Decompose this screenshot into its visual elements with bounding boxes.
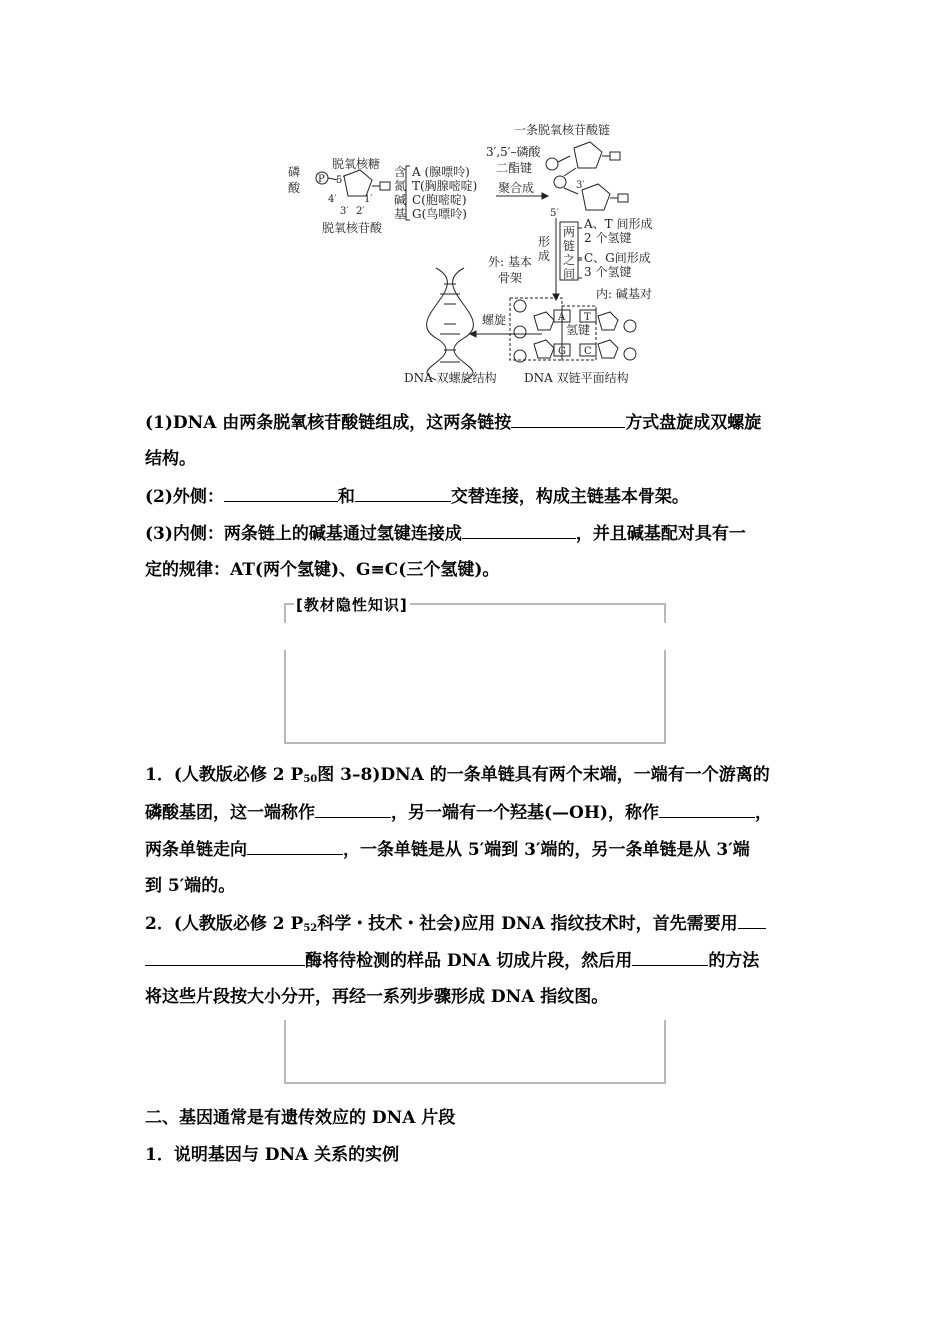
label-between-1: 两	[563, 225, 576, 239]
label-polymerize: 聚合成	[498, 181, 535, 195]
label-form-1: 形	[538, 235, 551, 249]
label-carbon-5: 5′	[336, 175, 345, 186]
label-outside-1: 外: 基本	[488, 255, 532, 269]
blank-item2a-start[interactable]	[738, 912, 766, 929]
label-base-v2: 氮	[394, 179, 407, 193]
label-phosphate-2: 酸	[288, 181, 301, 195]
item1-line2: 磷酸基团，这一端称作 ，另一端有一个羟基(—OH)，称作 ，	[145, 803, 772, 823]
label-form-2: 成	[538, 249, 551, 263]
label-pair-c: C	[584, 346, 592, 357]
label-bond-1: 3′,5′–磷酸	[486, 145, 541, 159]
label-hbond-2: 键	[578, 323, 591, 337]
label-carbon-3: 3′	[340, 206, 349, 217]
q2-line: (2)外侧： 和 交替连接，构成主链基本骨架。	[145, 487, 689, 507]
blank-item2b[interactable]	[632, 949, 708, 966]
label-at-pair-1: A、T 间形成	[584, 217, 653, 231]
label-inside: 内: 碱基对	[596, 287, 652, 301]
q3-line2: 定的规律：AT(两个氢键)、G≡C(三个氢键)。	[145, 560, 500, 580]
blank-item2a-end[interactable]	[145, 949, 305, 966]
label-carbon-2: 2′	[356, 206, 365, 217]
label-carbon-1: 1′	[364, 194, 373, 205]
label-nucleotide: 脱氧核苷酸	[322, 221, 383, 235]
item2-line1: 2．(人教版必修 2 $P_{52}$科学・技术・社会)应用 DNA 指纹技术时，首先需要用	[145, 912, 815, 940]
box-title: [教材隐性知识]	[296, 596, 408, 614]
label-cg-pair-2: 3 个氢键	[584, 265, 632, 279]
label-cg-pair-1: C、G间形成	[584, 251, 651, 265]
label-base-v4: 基	[394, 207, 407, 221]
label-base-v3: 碱	[394, 193, 407, 207]
label-base-g: G(鸟嘌呤)	[412, 207, 467, 221]
label-at-pair-2: 2 个氢键	[584, 231, 632, 245]
label-hbond-1: 氢	[566, 323, 579, 337]
label-between-2: 链	[563, 239, 576, 253]
q3-line1: (3)内侧：两条链上的碱基通过氢键连接成 ，并且碱基配对具有一	[145, 524, 746, 544]
label-chain: 一条脱氧核苷酸链	[514, 123, 611, 137]
item2-line2: 酶将待检测的样品 DNA 切成片段，然后用 的方法	[145, 949, 815, 972]
label-bond-2: 二酯键	[496, 161, 533, 175]
label-outside-2: 骨架	[498, 271, 523, 285]
blank-q2a[interactable]	[224, 485, 338, 502]
section-heading: 二、基因通常是有遗传效应的 DNA 片段	[145, 1108, 456, 1128]
label-phosphate-1: 磷	[288, 165, 301, 179]
item1-line3: 两条单链走向 ，一条单链是从 5′端到 3′端的，另一条单链是从 3′端	[145, 840, 750, 860]
q1-line2: 结构。	[145, 449, 196, 469]
label-pair-g: G	[558, 346, 566, 357]
label-pair-t: T	[584, 312, 591, 323]
blank-item1a[interactable]	[315, 801, 391, 818]
subsection-heading: 1．说明基因与 DNA 关系的实例	[145, 1145, 400, 1165]
label-end-5: 5′	[550, 208, 559, 219]
label-base-v1: 含	[394, 165, 407, 179]
label-between-3: 之	[563, 253, 576, 267]
sugar-pentagon	[344, 170, 372, 196]
blank-item1b[interactable]	[659, 801, 755, 818]
blank-q1[interactable]	[511, 411, 625, 428]
label-end-3: 3′	[576, 180, 585, 191]
label-between-4: 间	[563, 267, 576, 281]
label-pair-a: A	[558, 312, 566, 323]
label-spiral: 螺旋	[482, 313, 507, 327]
item1-line4: 到 5′端的。	[145, 876, 236, 896]
label-carbon-4: 4′	[328, 194, 337, 205]
caption-right: DNA 双链平面结构	[524, 371, 629, 385]
blank-item1c[interactable]	[247, 838, 343, 855]
blank-q3[interactable]	[462, 522, 576, 539]
dna-structure-figure	[284, 118, 664, 388]
label-base-t: T(胸腺嘧啶)	[412, 179, 478, 193]
item2-line3: 将这些片段按大小分开，再经一系列步骤形成 DNA 指纹图。	[145, 987, 609, 1007]
q1-line1: (1)DNA 由两条脱氧核苷酸链组成，这两条链按 方式盘旋成双螺旋	[145, 413, 762, 433]
blank-q2b[interactable]	[355, 485, 451, 502]
label-p-symbol: P	[318, 174, 325, 185]
label-base-a: A (腺嘌呤)	[412, 165, 470, 179]
label-base-c: C(胞嘧啶)	[412, 193, 467, 207]
box-bottom-frame	[284, 1020, 666, 1084]
caption-left: DNA 双螺旋结构	[404, 371, 497, 385]
item1-line1: 1．(人教版必修 2 $P_{50}$图 3–8)DNA 的一条单链具有两个末端，一端有一个游离的	[145, 765, 770, 785]
label-sugar: 脱氧核糖	[332, 157, 381, 171]
box-side-frame	[284, 650, 666, 744]
